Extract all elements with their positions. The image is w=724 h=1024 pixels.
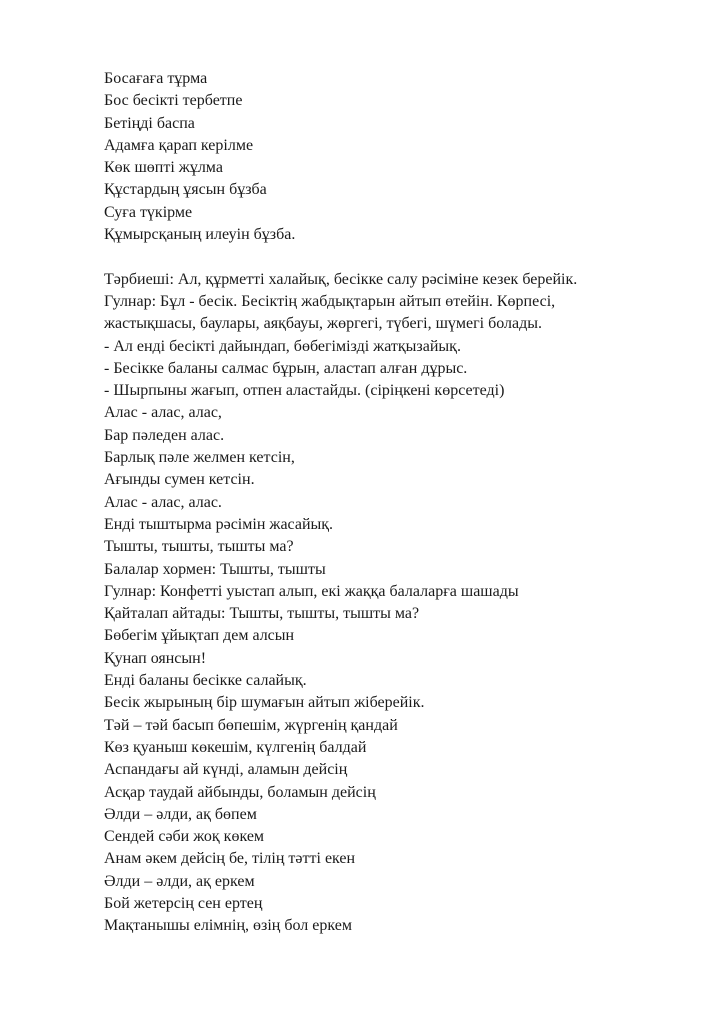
text-line: Суға түкірме [104,203,193,221]
text-line: Қайталап айтады: Тышты, тышты, тышты ма? [104,605,420,623]
ceremony-script [104,269,704,938]
text-line: Аспандағы ай күнді, аламын дейсің [104,761,348,779]
text-line: жастықшасы, баулары, аяқбауы, жөргегі, түбегі, шүмегі болады. [104,315,543,333]
text-line: Әлди – әлди, ақ еркем [104,872,255,890]
text-line: - Бесікке баланы салмас бұрын, аластап алған дұрыс. [104,359,468,377]
text-line: Алас - алас, алас, [104,404,222,422]
text-line: Адамға қарап керілме [104,136,254,154]
text-line: Құмырсқаның илеуін бұзба. [104,226,296,244]
text-line: Гулнар: Бұл - бесік. Бесіктің жабдықтарын айтып өтейін. Көрпесі, [104,292,556,310]
text-line: Тәрбиеші: Ал, құрметті халайық, бесікке салу рәсіміне кезек берейік. [104,270,578,288]
text-line: Әлди – әлди, ақ бөпем [104,805,257,823]
text-line: Көк шөпті жұлма [104,159,223,177]
text-line: Мақтанышы елімнің, өзің бол еркем [104,917,352,935]
text-line: Көз қуаныш көкешім, күлгенің балдай [104,738,367,756]
text-line: Ағынды сумен кетсін. [104,471,255,489]
text-line: Бесік жырының бір шумағын айтып жіберейік. [104,694,425,712]
text-line: Анам әкем дейсің бе, тілің тәтті екен [104,850,356,868]
rules-list [104,68,704,246]
text-line: Сендей сәби жоқ көкем [104,828,265,846]
text-line: Тышты, тышты, тышты ма? [104,538,294,556]
text-line: Бетіңді баспа [104,114,195,132]
text-line: Бой жетерсің сен ертең [104,894,263,912]
text-line: Алас - алас, алас. [104,493,222,511]
text-line: - Шырпыны жағып, отпен аластайды. (сіріңкені көрсетеді) [104,382,505,400]
text-line: Балалар хормен: Тышты, тышты [104,560,326,578]
text-line: Енді баланы бесікке салайық. [104,672,307,690]
text-line: Асқар таудай айбынды, боламын дейсің [104,783,376,801]
text-line: Тәй – тәй басып бөпешім, жүргенің қандай [104,716,398,734]
document-body [104,68,704,938]
text-line: Барлық пәле желмен кетсін, [104,449,295,467]
text-line: - Ал енді бесікті дайындап, бөбегімізді жатқызайық. [104,337,461,355]
text-line: Бөбегім ұйықтап дем алсын [104,627,295,645]
text-line: Енді тыштырма рәсімін жасайық. [104,515,334,533]
text-line: Босағаға тұрма [104,70,208,87]
text-line: Бос бесікті тербетпе [104,92,243,110]
text-line: Бар пәледен алас. [104,426,225,444]
text-line: Құстардың ұясын бұзба [104,181,267,199]
text-line: Гулнар: Конфетті уыстап алып, екі жаққа балаларға шашады [104,582,519,600]
text-line: Қунап оянсын! [104,649,207,667]
paragraph-gap [104,246,704,268]
